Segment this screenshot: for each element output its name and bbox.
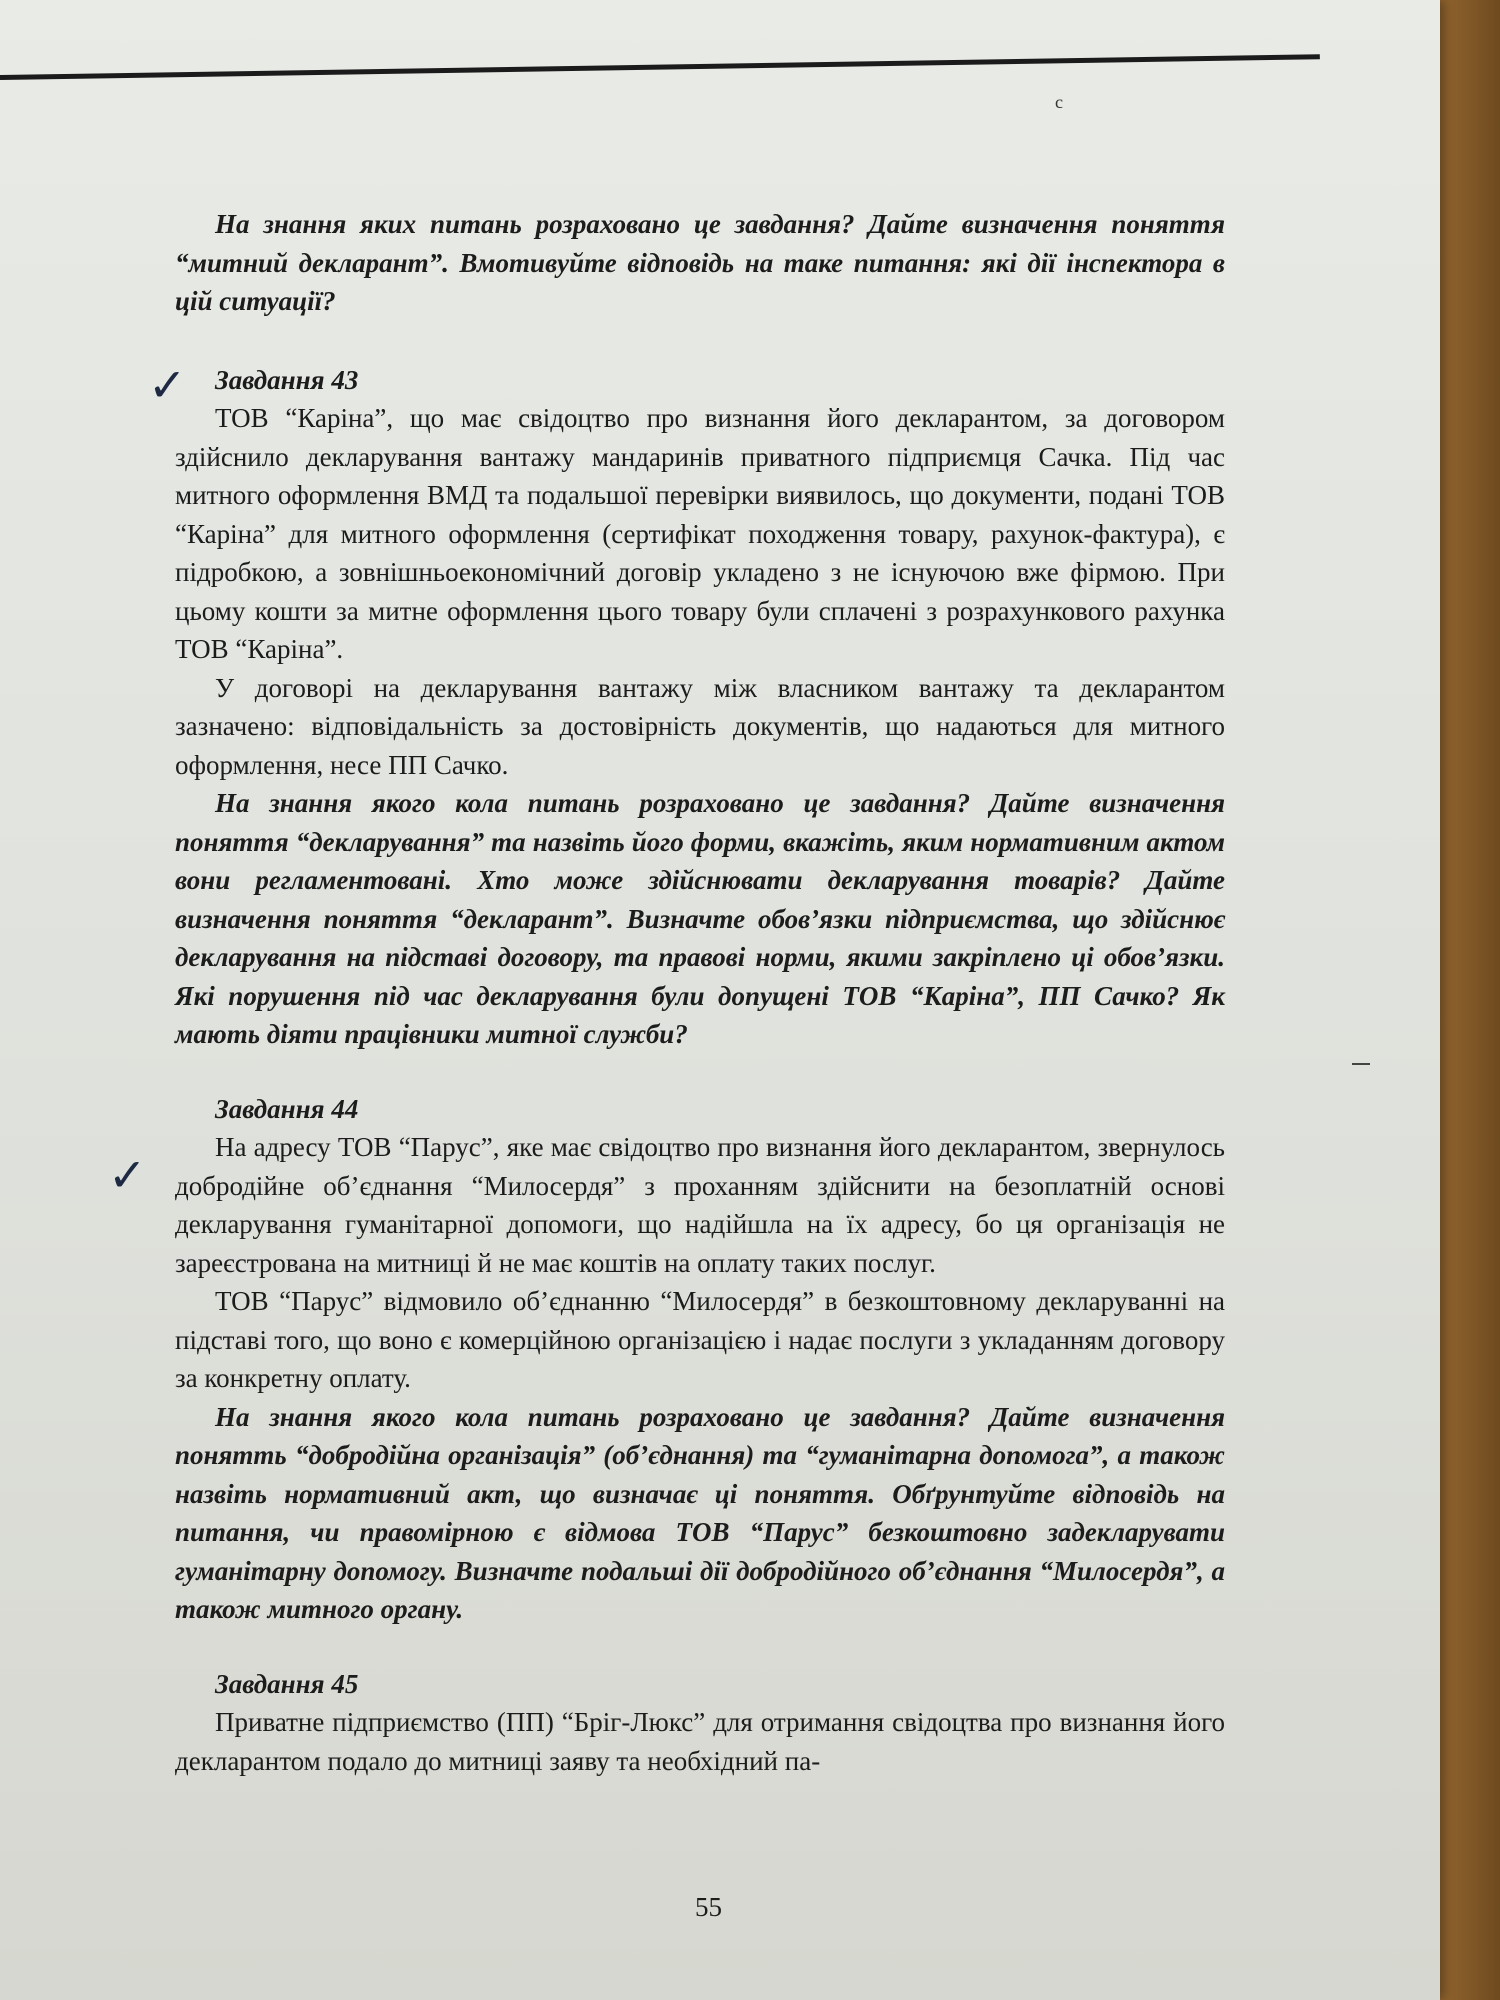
task-paragraph: ТОВ “Каріна”, що має свідоцтво про визнання його декларантом, за договором здійснило декларування вантажу мандаринів приватного підприємця Сачка. Під час митного оформлення ВМД та подальшої перевірки виявилось, що документи, подані ТОВ “Каріна” для митного оформлення (сертифікат походження товару, рахунок-фактура), є підробкою, а зовнішньоекономічний договір укладено з не існуючою вже фірмою. При цьому кошти за митне оформлення цього товару були сплачені з розрахункового рахунка ТОВ “Каріна”. (175, 403, 1225, 664)
task-title: Завдання 43 (215, 364, 359, 395)
intro-question: На знання яких питань розраховано це завдання? Дайте визначення поняття “митний декларант”. Вмотивуйте відповідь на таке питання: які дії інспектора в цій ситуації? (175, 209, 1225, 316)
task-paragraph: Приватне підприємство (ПП) “Бріг-Люкс” для отримання свідоцтва про визнання його декларантом подало до митниці заяву та необхідний па- (175, 1707, 1225, 1776)
task-question: На знання якого кола питань розраховано це завдання? Дайте визначення поняття “декларування” та назвіть його форми, вкажіть, яким нормативним актом вони регламентовані. Хто може здійснювати декларування товарів? Дайте визначення поняття “декларант”. Визначте обов’язки підприємства, що здійснює декларування на підставі договору, та правові норми, якими закріплено ці обов’язки. Які порушення під час декларування були допущені ТОВ “Каріна”, ПП Сачко? Як мають діяти працівники митної служби? (175, 788, 1225, 1049)
page-number: 55 (695, 1892, 722, 1922)
task-paragraph: ТОВ “Парус” відмовило об’єднанню “Милосердя” в безкоштовному декларуванні на підставі того, що воно є комерційною організацією і надає послуги з укладанням договору за конкретну оплату. (175, 1286, 1225, 1393)
check-mark-icon: ✓ (148, 358, 187, 412)
corner-mark: с (1055, 92, 1063, 112)
document-body (175, 205, 1225, 1780)
margin-dash (1352, 1063, 1370, 1065)
task-title: Завдання 45 (215, 1668, 359, 1699)
header-rule (0, 54, 1320, 80)
task-paragraph: У договорі на декларування вантажу між власником вантажу та декларантом зазначено: відповідальність за достовірність документів, що надаються для митного оформлення, несе ПП Сачко. (175, 672, 1225, 780)
task-title: Завдання 44 (215, 1093, 359, 1124)
task-question: На знання якого кола питань розраховано це завдання? Дайте визначення понятть “добродійна організація” (об’єднання) та “гуманітарна допомога”, а також назвіть нормативний акт, що визначає ці поняття. Обґрунтуйте відповідь на питання, чи правомірною є відмова ТОВ “Парус” безкоштовно задекларувати гуманітарну допомогу. Визначте подальші дії добродійного об’єднання “Милосердя”, а також митного органу. (175, 1401, 1225, 1624)
check-mark-icon: ✓ (108, 1148, 147, 1202)
task-paragraph: На адресу ТОВ “Парус”, яке має свідоцтво про визнання його декларантом, звернулось добродійне об’єднання “Милосердя” з проханням здійснити на безоплатній основі декларування гуманітарної допомоги, що надійшла на їх адресу, бо ця організація не зареєстрована на митниці й не має коштів на оплату таких послуг. (175, 1132, 1225, 1278)
